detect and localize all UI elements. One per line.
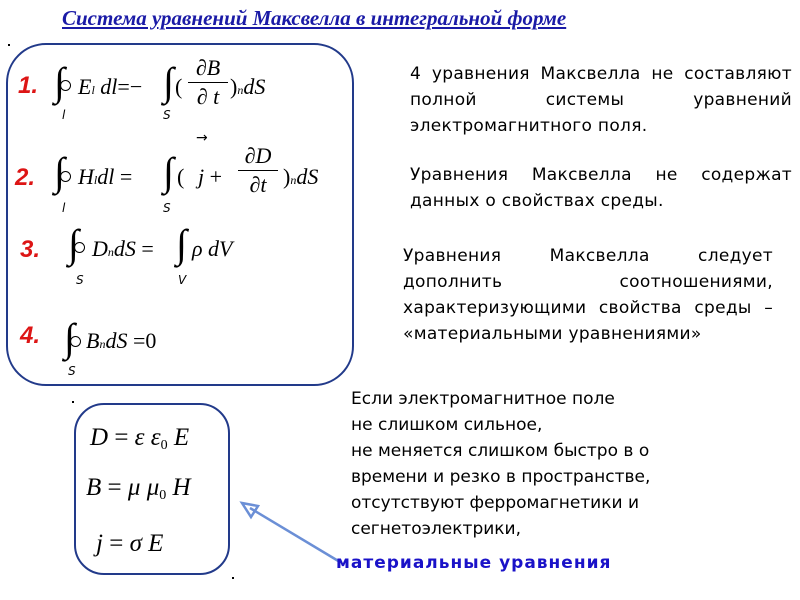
- paragraph-no-medium-data: Уравнения Максвелла не содержат данных о свойствах среды.: [410, 165, 792, 211]
- condition-line: отсутствуют ферромагнетики и: [351, 493, 640, 513]
- paragraph-supplement: Уравнения Максвелла следует дополнить соотношениями, характеризующими свойства среды – «материальными уравнениями»: [403, 246, 773, 344]
- condition-line: не слишком сильное,: [351, 415, 543, 435]
- arrow-icon: [236, 498, 346, 568]
- page-title: Система уравнений Максвелла в интегральной форме: [62, 6, 567, 30]
- material-equations-label: материальные уравнения: [336, 553, 612, 573]
- material-equation-b: B = μ μ0 H: [86, 474, 191, 503]
- condition-line: сегнетоэлектрики,: [351, 519, 521, 539]
- bullet-dot: [8, 44, 10, 46]
- equation-number-2: 2.: [15, 164, 36, 191]
- condition-line: времени и резко в пространстве,: [351, 467, 651, 487]
- material-equation-d: D = ε ε0 E: [90, 424, 190, 453]
- equation-number-3: 3.: [20, 236, 41, 263]
- paragraph-incomplete-system: 4 уравнения Максвелла не составляют полной системы уравнений электромагнитного поля.: [410, 64, 792, 136]
- material-equation-j: j = σ E: [96, 530, 164, 557]
- condition-line: не меняется слишком быстро в о: [351, 441, 650, 461]
- bullet-dot: [72, 401, 74, 403]
- bullet-dot: [232, 577, 234, 579]
- condition-line: Если электромагнитное поле: [351, 389, 615, 409]
- equation-number-4: 4.: [20, 322, 41, 349]
- paragraph-conditions: [351, 386, 771, 542]
- equation-number-1: 1.: [18, 72, 39, 99]
